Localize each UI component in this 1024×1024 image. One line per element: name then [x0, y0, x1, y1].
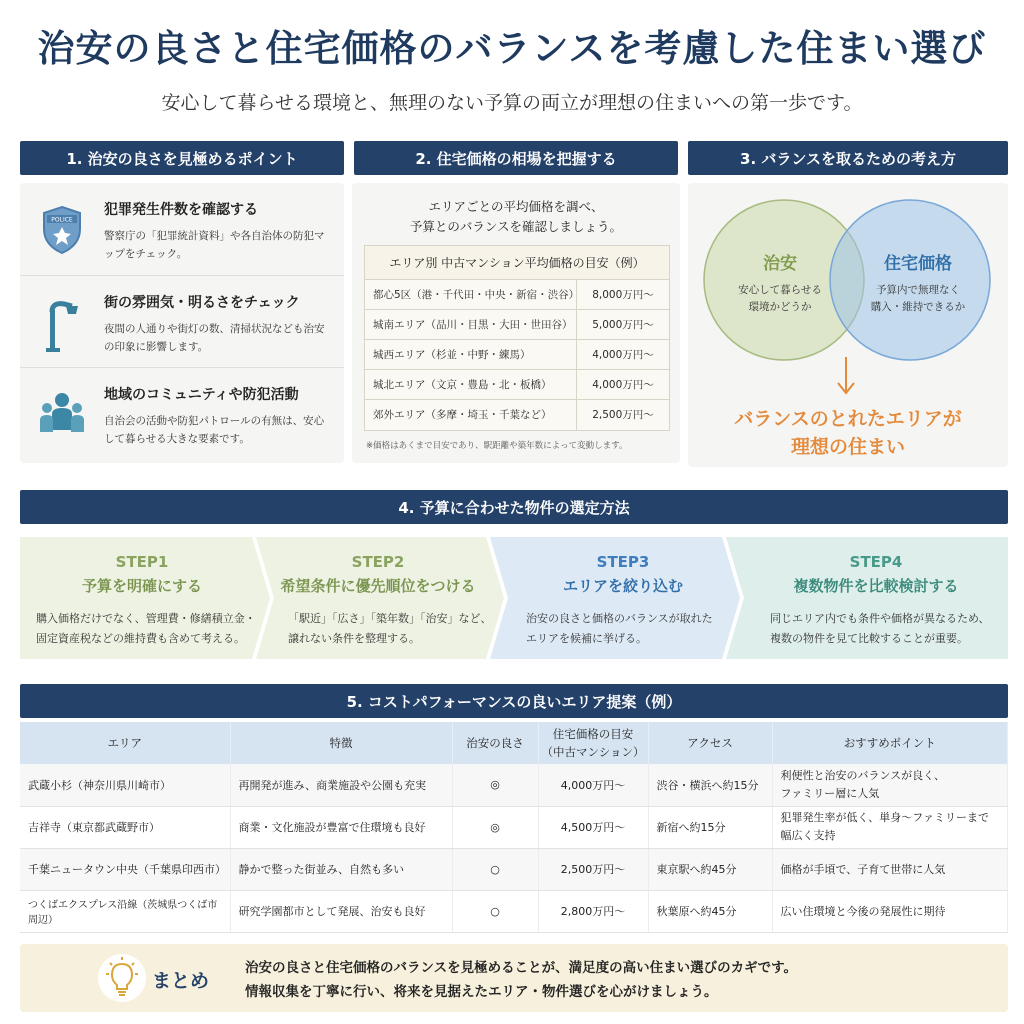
access-cell: 秋葉原へ約45分	[648, 890, 772, 932]
lightbulb-icon	[98, 954, 146, 1002]
step-card	[20, 537, 264, 659]
table-row	[365, 310, 669, 340]
venn-right-desc: 購入・維持できるか	[870, 301, 966, 313]
price-table-caption: エリア別 中古マンション平均価格の目安（例）	[365, 246, 669, 280]
price-cell: 4,000万円〜	[538, 764, 648, 806]
price-cell: 8,000万円〜	[592, 289, 654, 301]
area-table	[20, 722, 1008, 933]
table-row	[365, 400, 669, 430]
step-description: 同じエリア内でも条件や価格が異なるため、 複数の物件を見て比較することが重要。	[770, 612, 990, 645]
access-cell: 東京駅へ約45分	[648, 848, 772, 890]
table-row	[20, 764, 1008, 806]
police-badge-text: POLICE	[51, 216, 73, 224]
list-item	[20, 183, 344, 275]
safety-cell: ○	[452, 890, 538, 932]
step-title: エリアを絞り込む	[562, 577, 683, 595]
column-header: エリア	[20, 722, 230, 764]
section4-heading: 4. 予算に合わせた物件の選定方法	[20, 490, 1008, 524]
point-cell: 価格が手頃で、子育て世帯に人気	[772, 848, 1008, 890]
step-description: 「駅近」「広さ」「築年数」「治安」など、 譲れない条件を整理する。	[288, 612, 492, 645]
feature-cell: 静かで整った街並み、自然も多い	[230, 848, 452, 890]
table-row	[20, 806, 1008, 848]
table-row	[365, 340, 669, 370]
intro-line: 予算とのバランスを確認しましょう。	[409, 219, 623, 234]
step-title: 予算を明確にする	[81, 577, 202, 595]
table-row	[365, 370, 669, 400]
column-header: 治安の良さ	[452, 722, 538, 764]
police-badge-icon	[38, 205, 86, 255]
safety-cell: ○	[452, 848, 538, 890]
table-row	[20, 848, 1008, 890]
area-cell: つくばエクスプレス沿線（茨城県つくば市周辺）	[20, 890, 230, 932]
area-cell: 城南エリア（品川・目黒・大田・世田谷）	[365, 310, 577, 339]
point-cell: 広い住環境と今後の発展性に期待	[772, 890, 1008, 932]
access-cell: 渋谷・横浜へ約15分	[648, 764, 772, 806]
page-subtitle: 安心して暮らせる環境と、無理のない予算の両立が理想の住まいへの第一歩です。	[161, 92, 863, 114]
area-cell: 郊外エリア（多摩・埼玉・千葉など）	[365, 400, 577, 430]
column-header: おすすめポイント	[772, 722, 1008, 764]
step-label: STEP4	[849, 553, 903, 571]
area-cell: 千葉ニュータウン中央（千葉県印西市）	[20, 848, 230, 890]
point-cell: 犯罪発生率が低く、単身〜ファミリーまで 幅広く支持	[772, 806, 1008, 848]
feature-cell: 研究学園都市として発展、治安も良好	[230, 890, 452, 932]
access-cell: 新宿へ約15分	[648, 806, 772, 848]
table-row	[365, 280, 669, 310]
price-cell: 2,500万円〜	[592, 409, 654, 421]
section1-heading: 1. 治安の良さを見極めるポイント	[20, 141, 344, 175]
step-description: 治安の良さと価格のバランスが取れた エリアを候補に挙げる。	[526, 612, 713, 645]
step-label: STEP2	[351, 553, 405, 571]
table-header-row	[20, 722, 1008, 764]
step-card	[744, 537, 1008, 659]
venn-diagram	[688, 183, 1008, 467]
price-cell: 2,800万円〜	[538, 890, 648, 932]
safety-cell: ◎	[452, 806, 538, 848]
step-description: 購入価格だけでなく、管理費・修繕積立金・ 固定資産税などの維持費も含めて考える。	[36, 612, 256, 645]
step-title: 希望条件に優先順位をつける	[280, 577, 476, 595]
price-cell: 4,500万円〜	[538, 806, 648, 848]
section3-heading: 3. バランスを取るための考え方	[688, 141, 1008, 175]
summary-box	[20, 944, 1008, 1012]
venn-left-desc: 安心して暮らせる	[738, 284, 822, 296]
price-table	[364, 245, 670, 431]
section2-intro	[352, 197, 680, 237]
item-title: 地域のコミュニティや防犯活動	[104, 387, 299, 403]
step-title: 複数物件を比較検討する	[793, 577, 959, 595]
step-card	[256, 537, 500, 659]
safety-cell: ◎	[452, 764, 538, 806]
venn-result: バランスのとれたエリアが	[734, 408, 962, 430]
section1-panel	[20, 183, 344, 463]
section3-panel	[688, 183, 1008, 467]
step-card	[490, 537, 756, 659]
step-label: STEP1	[115, 553, 169, 571]
column-header: アクセス	[648, 722, 772, 764]
price-note: ※価格はあくまで目安であり、駅距離や築年数によって変動します。	[366, 441, 628, 451]
area-cell: 武蔵小杉（神奈川県川崎市）	[20, 764, 230, 806]
venn-left-title: 治安	[763, 254, 797, 274]
feature-cell: 再開発が進み、商業施設や公園も充実	[230, 764, 452, 806]
column-header: 特徴	[230, 722, 452, 764]
step-label: STEP3	[596, 553, 650, 571]
item-title: 街の雰囲気・明るさをチェック	[104, 295, 300, 311]
community-icon	[38, 390, 86, 440]
section2-panel	[352, 183, 680, 463]
column-header: 住宅価格の目安 （中古マンション）	[538, 722, 648, 764]
item-title: 犯罪発生件数を確認する	[104, 202, 258, 218]
point-cell: 利便性と治安のバランスが良く、 ファミリー層に人気	[772, 764, 1008, 806]
summary-label: まとめ	[152, 970, 210, 992]
price-cell: 2,500万円〜	[538, 848, 648, 890]
price-cell: 4,000万円〜	[592, 379, 654, 391]
venn-right-title: 住宅価格	[884, 254, 952, 274]
section5-heading: 5. コストパフォーマンスの良いエリア提案（例）	[20, 684, 1008, 718]
page-title: 治安の良さと住宅価格のバランスを考慮した住まい選び	[37, 26, 987, 70]
table-row	[20, 890, 1008, 932]
item-description: 夜間の人通りや街灯の数、清掃状況なども治安の印象に影響します。	[104, 323, 325, 353]
area-cell: 城西エリア（杉並・中野・練馬）	[365, 340, 577, 369]
venn-right-desc: 予算内で無理なく	[876, 284, 960, 296]
area-cell: 都心5区（港・千代田・中央・新宿・渋谷）	[365, 280, 577, 309]
area-cell: 吉祥寺（東京都武蔵野市）	[20, 806, 230, 848]
venn-result: 理想の住まい	[790, 436, 906, 458]
venn-left-desc: 環境かどうか	[748, 301, 812, 313]
price-cell: 5,000万円〜	[592, 319, 654, 331]
area-cell: 城北エリア（文京・豊島・北・板橋）	[365, 370, 577, 399]
feature-cell: 商業・文化施設が豊富で住環境も良好	[230, 806, 452, 848]
street-lamp-icon	[38, 298, 86, 348]
summary-text: 治安の良さと住宅価格のバランスを見極めることが、満足度の高い住まい選びのカギです。 情報収集を丁寧に行い、将来を見据えたエリア・物件選びを心がけましょう。	[245, 960, 798, 1000]
intro-line: エリアごとの平均価格を調べ、	[428, 199, 604, 214]
item-description: 自治会の活動や防犯パトロールの有無は、安心して暮らせる大きな要素です。	[104, 415, 325, 445]
list-item	[20, 275, 344, 367]
item-description: 警察庁の「犯罪統計資料」や各自治体の防犯マップをチェック。	[104, 230, 325, 260]
price-cell: 4,000万円〜	[592, 349, 654, 361]
section2-heading: 2. 住宅価格の相場を把握する	[354, 141, 678, 175]
list-item	[20, 367, 344, 459]
